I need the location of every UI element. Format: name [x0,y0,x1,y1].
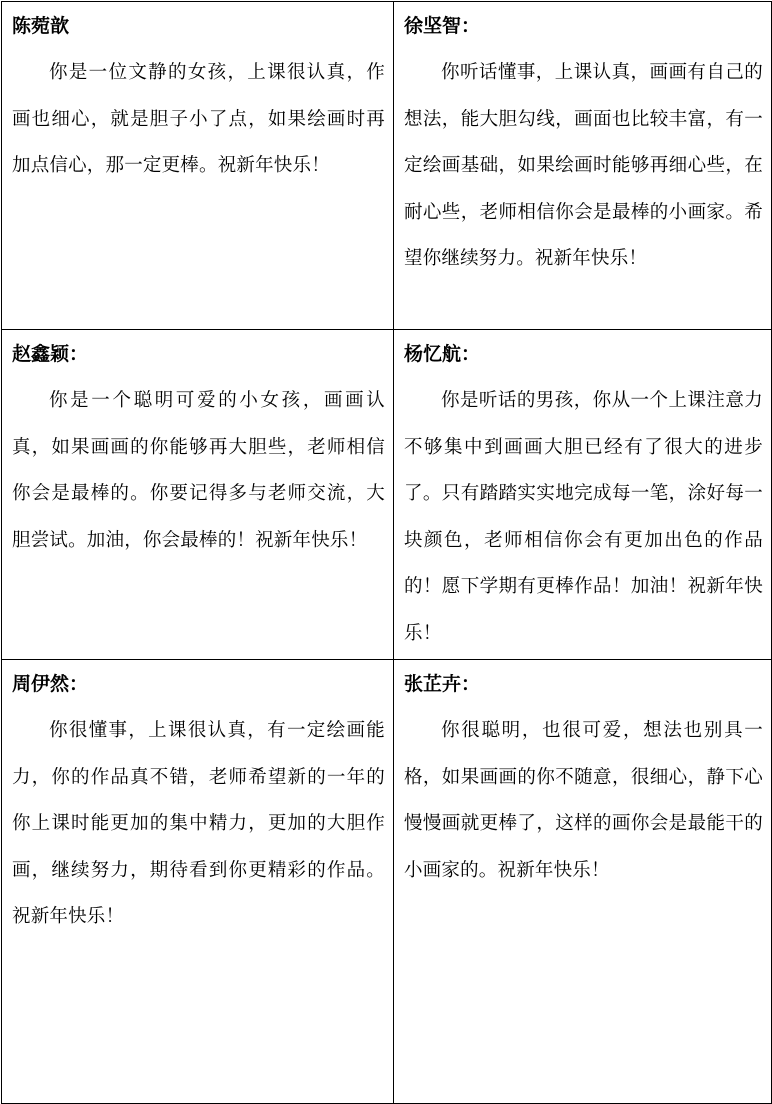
student-comment: 你很懂事，上课很认真，有一定绘画能力，你的作品真不错，老师希望新的一年的你上课时能更加的集中精力，更加的大胆作画，继续努力，期待看到你更精彩的作品。祝新年快乐！ [12,720,385,927]
student-comment: 你是听话的男孩，你从一个上课注意力不够集中到画画大胆已经有了很大的进步了。只有踏踏实实地完成每一笔，涂好每一块颜色，老师相信你会有更加出色的作品的！愿下学期有更棒作品！加油！祝新年快乐！ [404,390,763,644]
student-name: 徐坚智： [404,15,481,37]
student-cell [394,660,772,1104]
student-cell [2,2,394,330]
student-name: 杨忆航： [404,343,481,365]
student-cell [394,2,772,330]
student-comment: 你是一位文静的女孩，上课很认真，作画也细心，就是胆子小了点，如果绘画时再加点信心，那一定更棒。祝新年快乐！ [12,62,385,176]
student-name: 陈菀歆 [12,15,70,37]
student-comment: 你很聪明，也很可爱，想法也别具一格，如果画画的你不随意，很细心，静下心慢慢画就更棒了，这样的画你会是最能干的小画家的。祝新年快乐！ [404,720,763,881]
student-cell [394,330,772,660]
student-comment: 你听话懂事，上课认真，画画有自己的想法，能大胆勾线，画面也比较丰富，有一定绘画基础，如果绘画时能够再细心些，在耐心些，老师相信你会是最棒的小画家。希望你继续努力。祝新年快乐！ [404,62,763,269]
table-row [2,660,772,1104]
table-row [2,330,772,660]
student-cell [2,330,394,660]
table-row [2,2,772,330]
student-cell [2,660,394,1104]
student-name: 赵鑫颖： [12,343,89,365]
student-name: 张芷卉： [404,673,481,695]
student-name: 周伊然： [12,673,89,695]
comments-table [1,1,772,1104]
student-comment: 你是一个聪明可爱的小女孩，画画认真，如果画画的你能够再大胆些，老师相信你会是最棒的。你要记得多与老师交流，大胆尝试。加油，你会最棒的！祝新年快乐！ [12,390,385,551]
